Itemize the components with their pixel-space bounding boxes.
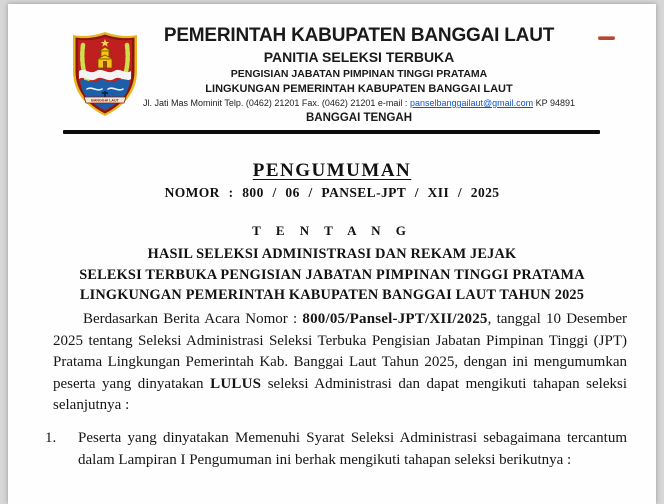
list-item-1-text: Peserta yang dinyatakan Memenuhi Syarat Seleksi Administrasi sebagaimana tercantum dalam Lampiran I Pengumuman ini berhak mengikuti tahapan seleksi berikutnya : xyxy=(78,430,627,468)
letterhead xyxy=(120,25,598,125)
lulus-emphasis: LULUS xyxy=(210,375,262,392)
announcement-subject xyxy=(53,244,611,306)
letterhead-line4: LINGKUNGAN PEMERINTAH KABUPATEN BANGGAI LAUT xyxy=(205,83,513,95)
paragraph-pre: Berdasarkan Berita Acara Nomor : xyxy=(83,311,303,327)
letterhead-divider-rule xyxy=(63,130,600,134)
opening-paragraph xyxy=(53,309,627,417)
address-line xyxy=(120,98,598,109)
announcement-title-text: PENGUMUMAN xyxy=(252,160,412,181)
berita-acara-number: 800/05/Pansel-JPT/XII/2025 xyxy=(302,311,488,327)
address-prefix: Jl. Jati Mas Mominit Telp. (0462) 21201 Fax. (0462) 21201 e-mail : xyxy=(142,98,410,108)
paragraph-mid: , tanggal 10 Desember 2025 tentang Seleksi Administrasi Seleksi Terbuka Pengisian Jabatan Pimpinan Tinggi (JPT) Pratama Lingkungan Pemerintah Kab. Banggai Laut Tahun 2025, dengan ini mengumumkan peserta yang dinyatakan xyxy=(53,311,627,392)
subject-line-2: SELEKSI TERBUKA PENGISIAN JABATAN PIMPINAN TINGGI PRATAMA xyxy=(79,266,585,283)
paragraph-post: seleksi Administrasi dan dapat mengikuti tahapan seleksi selanjutnya : xyxy=(53,375,627,414)
letterhead-line3: PENGISIAN JABATAN PIMPINAN TINGGI PRATAMA xyxy=(230,68,488,80)
list-item-1-number: 1. xyxy=(45,430,57,446)
address-suffix: KP 94891 xyxy=(533,98,576,108)
subject-line-3: LINGKUNGAN PEMERINTAH KABUPATEN BANGGAI LAUT TAHUN 2025 xyxy=(79,287,585,303)
place-name: BANGGAI TENGAH xyxy=(305,112,413,124)
number-value: : 800 / 06 / PANSEL-JPT / XII / 2025 xyxy=(228,185,500,200)
number-label: NOMOR xyxy=(164,185,220,200)
committee-name: PANITIA SELEKSI TERBUKA xyxy=(263,49,455,65)
red-dash-annotation xyxy=(598,36,615,40)
document-page xyxy=(8,4,656,504)
announcement-number xyxy=(53,185,611,201)
email-link[interactable]: panselbanggailaut@gmail.com xyxy=(409,98,534,108)
about-label: T E N T A N G xyxy=(252,223,412,238)
announcement-title xyxy=(53,160,611,182)
svg-text:BANGGAI LAUT: BANGGAI LAUT xyxy=(91,98,119,103)
government-name: PEMERINTAH KABUPATEN BANGGAI LAUT xyxy=(163,25,555,46)
subject-line-1: HASIL SELEKSI ADMINISTRASI DAN REKAM JEJAK xyxy=(147,246,517,262)
list-item-1 xyxy=(45,428,627,471)
